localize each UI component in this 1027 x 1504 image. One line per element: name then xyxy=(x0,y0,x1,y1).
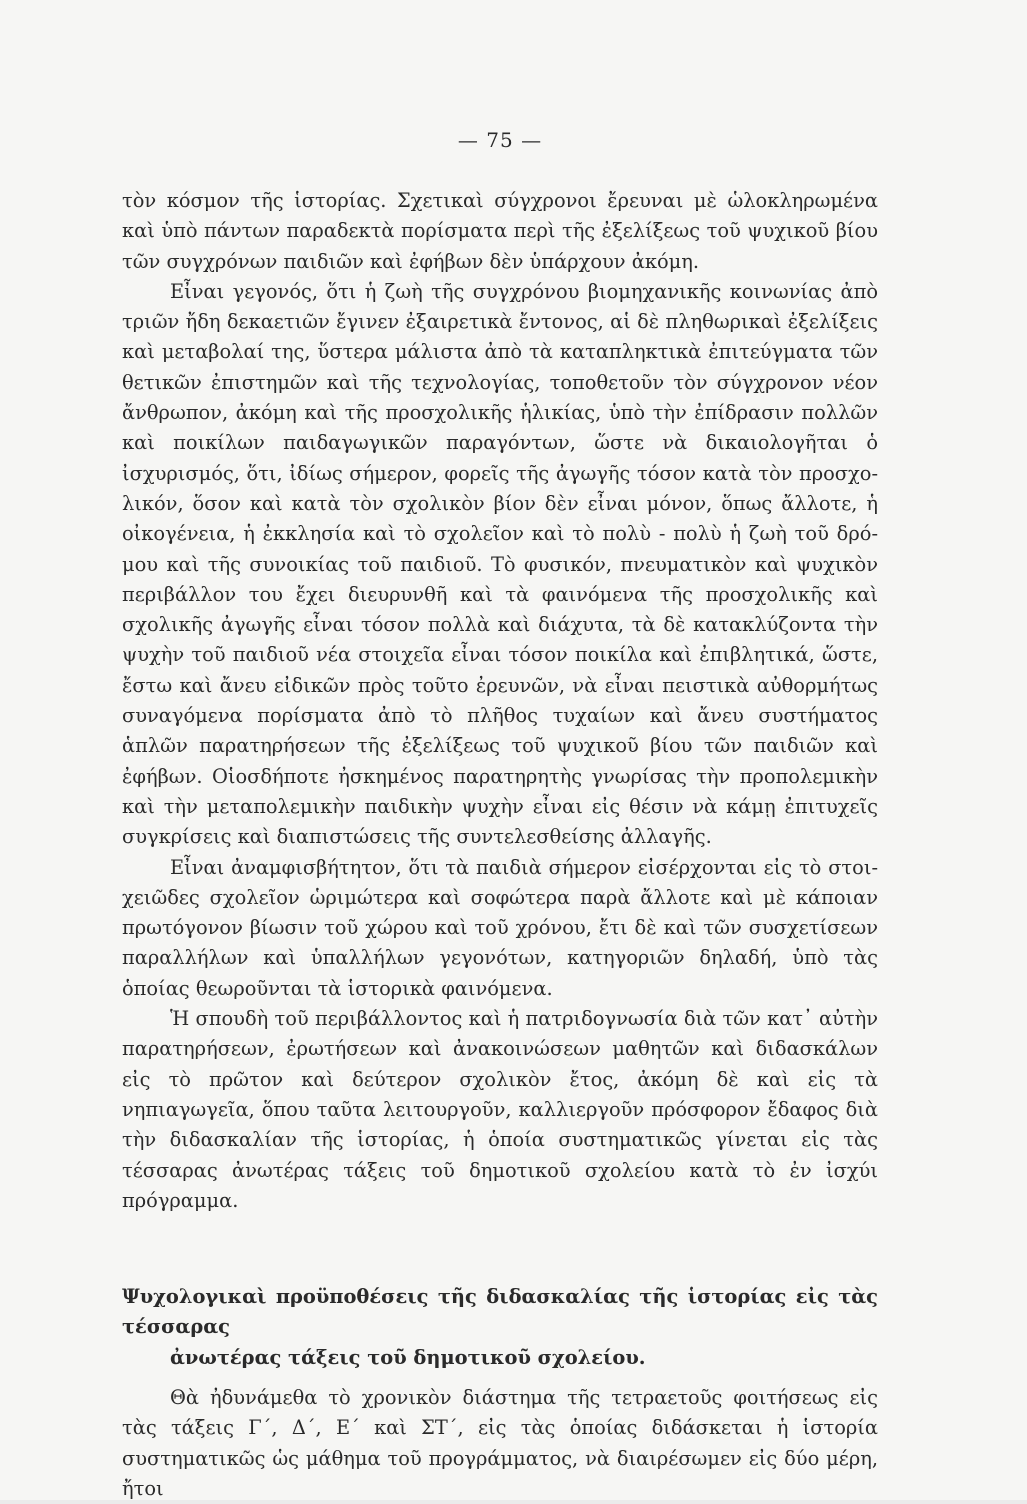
section-heading-line-1: Ψυχολογικαὶ προϋποθέσεις τῆς διδασκαλίας τῆς ἱστορίας εἰς τὰς τέσσαρας xyxy=(122,1285,878,1339)
paragraph-school-readiness: Εἶναι ἀναμφισβήτητον, ὅτι τὰ παιδιὰ σήμερον εἰσέρχονται εἰς τὸ στοιχειῶδες σχολεῖον ὡριμώτερα καὶ σοφώτερα παρὰ ἄλλοτε καὶ μὲ κάποιαν πρωτόγονον βίωσιν τοῦ χώρου καὶ τοῦ χρόνου, ἔτι δὲ καὶ τῶν συσχετίσεων παραλλήλων καὶ ὑπαλλήλων γεγονότων, κατηγοριῶν δηλαδή, ὑπὸ τὰς ὁποίας θεωροῦνται τὰ ἱστορικὰ φαινόμενα. xyxy=(122,855,878,1000)
paragraph-industrial-society: Εἶναι γεγονός, ὅτι ἡ ζωὴ τῆς συγχρόνου βιομηχανικῆς κοινωνίας ἀπὸ τριῶν ἤδη δεκαετιῶν ἔγινεν ἐξαιρετικὰ ἔντονος, αἱ δὲ πληθωρικαὶ ἐξελίξεις καὶ μεταβολαί της, ὕστερα μάλιστα ἀπὸ τὰ καταπληκτικὰ ἐπιτεύγματα τῶν θετικῶν ἐπιστημῶν καὶ τῆς τεχνολογίας, τοποθετοῦν τὸν σύγχρονον νέον ἄνθρωπον, ἀκόμη καὶ τῆς προσχολικῆς ἡλικίας, ὑπὸ τὴν ἐπίδρασιν πολλῶν καὶ ποικίλων παιδαγωγικῶν παραγόντων, ὥστε νὰ δικαιολογῆται ὁ ἰσχυρισμός, ὅτι, ἰδίως σήμερον, φορεῖς τῆς ἀγωγῆς τόσον κατὰ τὸν προσχολικόν, ὅσον καὶ κατὰ τὸν σχολικὸν βίον δὲν εἶναι μόνον, ὅπως ἄλλοτε, ἡ οἰκογένεια, ἡ ἐκκλησία καὶ τὸ σχολεῖον καὶ τὸ πολὺ - πολὺ ἡ ζωὴ τοῦ δρόμου καὶ τῆς συνοικίας τοῦ παιδιοῦ. Τὸ φυσικόν, πνευματικὸν καὶ ψυχικὸν περιβάλλον του ἔχει διευρυνθῆ καὶ τὰ φαινόμενα τῆς προσχολικῆς καὶ σχολικῆς ἀγωγῆς εἶναι τόσον πολλὰ καὶ διάχυτα, τὰ δὲ κατακλύζοντα τὴν ψυχὴν τοῦ παιδιοῦ νέα στοιχεῖα εἶναι τόσον ποικίλα καὶ ἐπιβλητικά, ὥστε, ἔστω καὶ ἄνευ εἰδικῶν πρὸς τοῦτο ἐρευνῶν, νὰ εἶναι πειστικὰ αὐθορμήτως συναγόμενα πορίσματα ἀπὸ τὸ πλῆθος τυχαίων καὶ ἄνευ συστήματος ἁπλῶν παρατηρήσεων τῆς ἐξελίξεως τοῦ ψυχικοῦ βίου τῶν παιδιῶν καὶ ἐφήβων. Οἱοσδήποτε ἠσκημένος παρατηρητὴς γνωρίσας τὴν προπολεμικὴν καὶ τὴν μεταπολεμικὴν παιδικὴν ψυχὴν εἶναι εἰς θέσιν νὰ κάμῃ ἐπιτυχεῖς συγκρίσεις καὶ διαπιστώσεις τῆς συντελεσθείσης ἀλλαγῆς. xyxy=(122,279,878,849)
section-heading xyxy=(122,1282,878,1373)
paragraph-continuation: τὸν κόσμον τῆς ἱστορίας. Σχετικαὶ σύγχρονοι ἔρευναι μὲ ὡλοκληρωμένα καὶ ὑπὸ πάντων παραδεκτὰ πορίσματα περὶ τῆς ἐξελίξεως τοῦ ψυχικοῦ βίου τῶν συγχρόνων παιδιῶν καὶ ἐφήβων δὲν ὑπάρχουν ἀκόμη. xyxy=(122,189,878,273)
paragraph-environment-study: Ἡ σπουδὴ τοῦ περιβάλλοντος καὶ ἡ πατριδογνωσία διὰ τῶν κατ᾽ αὐτὴν παρατηρήσεων, ἐρωτήσεων καὶ ἀνακοινώσεων μαθητῶν καὶ διδασκάλων εἰς τὸ πρῶτον καὶ δεύτερον σχολικὸν ἔτος, ἀκόμη δὲ καὶ εἰς τὰ νηπιαγωγεῖα, ὅπου ταῦτα λειτουργοῦν, καλλιεργοῦν πρόσφορον ἔδαφος διὰ τὴν διδασκαλίαν τῆς ἱστορίας, ἡ ὁποία συστηματικῶς γίνεται εἰς τὰς τέσσαρας ἀνωτέρας τάξεις τοῦ δημοτικοῦ σχολείου κατὰ τὸ ἐν ἰσχύι πρόγραμμα. xyxy=(122,1007,878,1212)
paragraph-section-intro: Θὰ ἠδυνάμεθα τὸ χρονικὸν διάστημα τῆς τετραετοῦς φοιτήσεως εἰς τὰς τάξεις Γ΄, Δ΄, Ε΄ καὶ ΣΤ΄, εἰς τὰς ὁποίας διδάσκεται ἡ ἱστορία συστηματικῶς ὡς μάθημα τοῦ προγράμματος, νὰ διαιρέσωμεν εἰς δύο μέρη, ἤτοι xyxy=(122,1385,878,1500)
body-text xyxy=(122,186,878,1504)
section-heading-line-2: ἀνωτέρας τάξεις τοῦ δημοτικοῦ σχολείου. xyxy=(170,1345,646,1369)
page-number: — 75 — xyxy=(457,128,543,152)
